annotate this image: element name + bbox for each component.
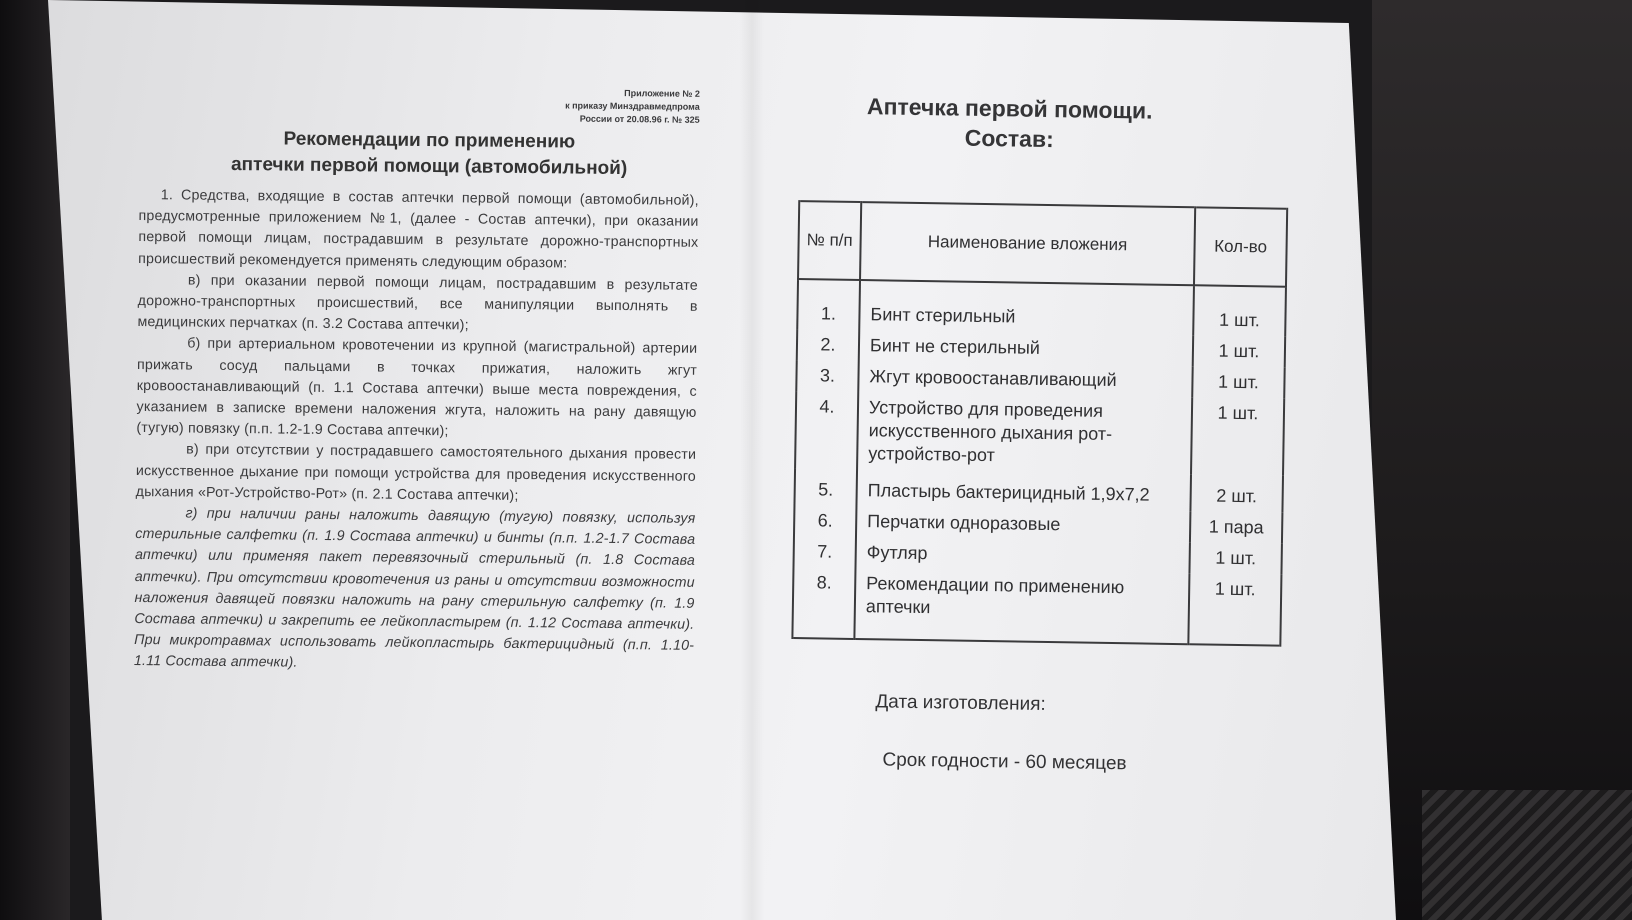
recommendations-section xyxy=(134,82,700,679)
row-qty: 1 шт. xyxy=(1188,573,1281,645)
row-name: Футляр xyxy=(855,537,1189,573)
row-name: Перчатки одноразовые xyxy=(856,506,1190,542)
kit-title-line-1: Аптечка первой помощи. xyxy=(866,93,1153,124)
appendix-line-2: к приказу Минздравмедпрома xyxy=(565,100,700,112)
row-name: Пластырь бактерицидный 1,9х7,2 xyxy=(856,469,1191,511)
row-qty: 1 пара xyxy=(1190,511,1282,543)
paragraph-g: г) при наличии раны наложить давящую (тугую) повязку, используя стерильные салфетки (п. 1.9 Состава аптечки) и бинты (п.п. 1.2-1.7 Состава аптечки) или применяя пакет перевязочный стерильный (п. 1.8 Состава аптечки). При отсутствии кровотечения из раны и отсутствии возможности наложения давящей повязки наложить на рану стерильную салфетку (п. 1.9 Состава аптечки) и закрепить ее лейкопластырем (п. 1.12 Состава аптечки). При микротравмах использовать лейкопластырь бактерицидный (п.п. 1.10-1.11 Состава аптечки). xyxy=(133,505,696,672)
row-qty: 1 шт. xyxy=(1191,397,1284,475)
recommendations-title-line-2: аптечки первой помощи (автомобильной) xyxy=(230,153,628,180)
paragraph-b: б) при артериальном кровотечении из крупной (магистральной) артерии прижать сосуд пальцами в точках прижатия, наложить жгут кровоостанавливающий (п. 1.1 Состава аптечки) выше места повреждения, с указанием в записке времени наложения жгута, наложить на рану давящую (тугую) повязку (п.п. 1.2-1.9 Состава аптечки); xyxy=(136,335,698,440)
kit-contents-section xyxy=(794,90,1325,775)
header-qty: Кол-во xyxy=(1194,207,1287,286)
row-num: 1. xyxy=(797,279,860,330)
contents-table xyxy=(791,200,1288,647)
header-num: № п/п xyxy=(798,201,861,280)
table-row xyxy=(797,279,1286,337)
header-name: Наименование вложения xyxy=(860,202,1195,285)
kit-title-line-2: Состав: xyxy=(964,124,1054,153)
kit-title xyxy=(794,90,1225,157)
table-header-row xyxy=(798,201,1287,287)
paragraph-1: 1. Средства, входящие в состав аптечки первой помощи (автомобильной), предусмотренные приложением №1, (далее - Состав аптечки), при оказании первой помощи лицам, пострадавшим в результате дорожно-транспортных происшествий рекомендуется применять следующим образом: xyxy=(138,187,699,272)
row-num: 4. xyxy=(795,391,858,469)
paragraph-a: в) при оказании первой помощи лицам, пострадавшим в результате дорожно-транспортных происшествий, все манипуляции выполнять в медицинских перчатках (п. 3.2 Состава аптечки); xyxy=(137,272,698,334)
row-num: 6. xyxy=(794,505,856,537)
background-right xyxy=(1372,0,1632,920)
row-qty: 1 шт. xyxy=(1193,285,1286,336)
kit-case-edge xyxy=(1422,790,1632,920)
shelf-life: Срок годности - 60 месяцев xyxy=(882,749,1127,775)
recommendations-title xyxy=(159,125,700,183)
row-name: Рекомендации по применению аптечки xyxy=(854,568,1189,644)
appendix-line-3: России от 20.08.96 г. № 325 xyxy=(579,113,700,125)
row-qty: 1 шт. xyxy=(1193,335,1285,367)
row-name: Бинт не стерильный xyxy=(859,330,1193,366)
table-row xyxy=(792,567,1281,646)
appendix-line-1: Приложение № 2 xyxy=(624,88,700,99)
paragraph-v: в) при отсутствии у пострадавшего самостоятельного дыхания провести искусственное дыхание при помощи устройства для проведения искусственного дыхания «Рот-Устройство-Рот» (п. 2.1 Состава аптечки); xyxy=(135,441,697,504)
row-num: 8. xyxy=(792,567,855,639)
row-qty: 2 шт. xyxy=(1190,474,1283,512)
row-num: 3. xyxy=(796,360,858,392)
appendix-note xyxy=(140,82,700,127)
row-num: 7. xyxy=(794,536,856,568)
row-name: Жгут кровоостанавливающий xyxy=(858,361,1192,397)
row-name: Бинт стерильный xyxy=(859,280,1194,335)
manufacture-date-label: Дата изготовления: xyxy=(875,691,1046,716)
recommendations-title-line-1: Рекомендации по применению xyxy=(283,128,576,153)
paper-fold xyxy=(740,0,764,920)
row-num: 2. xyxy=(797,329,859,361)
row-qty: 1 шт. xyxy=(1189,542,1281,574)
row-qty: 1 шт. xyxy=(1192,366,1284,398)
table-row xyxy=(795,391,1284,476)
row-name: Устройство для проведения искусственного дыхания рот-устройство-рот xyxy=(857,392,1192,474)
row-num: 5. xyxy=(794,468,857,506)
